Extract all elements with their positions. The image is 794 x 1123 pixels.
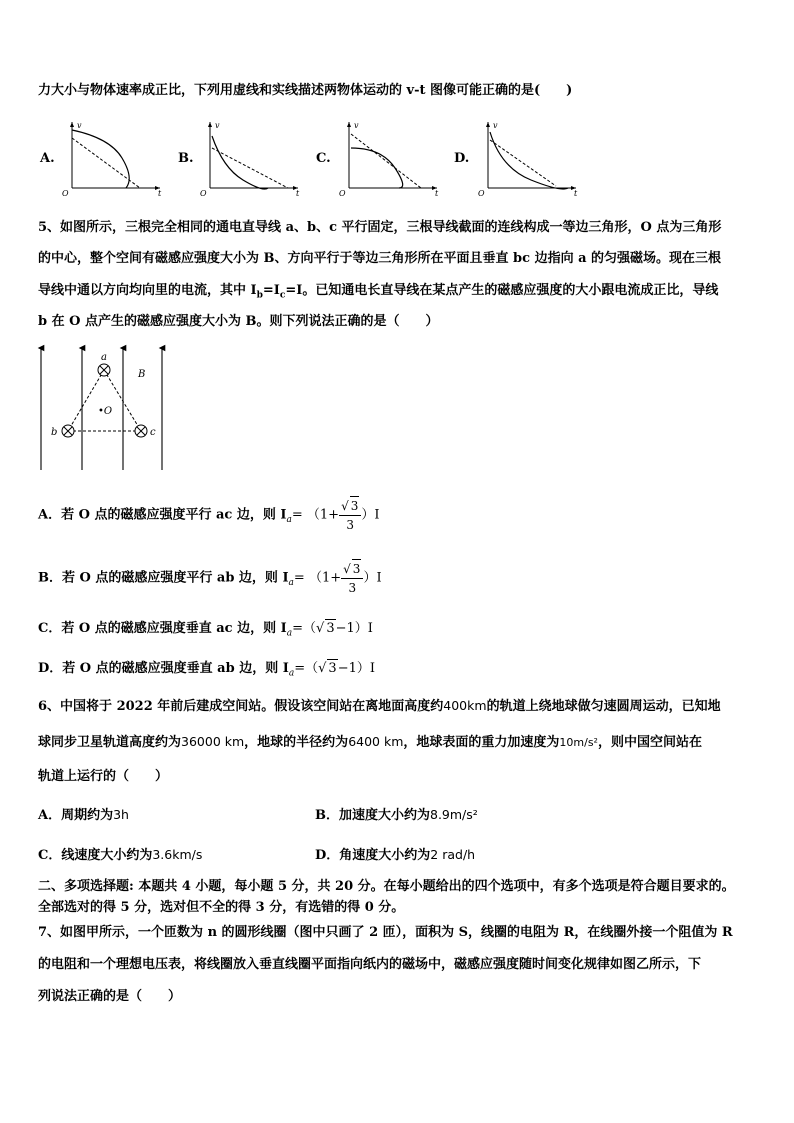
q5-option-d[interactable]: D．若 O 点的磁感应强度垂直 ab 边，则 $I_a=(√$ 3−1）I bbox=[38, 661, 376, 679]
q6-line-2: 球同步卫星轨道高度约为36000 km，地球的半径约为6400 km，地球表面的重力加速度为10m/s²，则中国空间站在 bbox=[38, 734, 702, 750]
wire-c-label: c bbox=[150, 427, 156, 438]
q6-option-d[interactable]: D．角速度大小约为2 rad/h bbox=[315, 847, 476, 863]
q6-option-a[interactable]: A．周期约为3h bbox=[38, 807, 129, 823]
q5-option-c[interactable]: C．若 O 点的磁感应强度垂直 ac 边，则 $I_a=(√$ 3−1）I bbox=[38, 621, 373, 639]
section2-line-2: 全部选对的得 5 分，选对但不全的得 3 分，有选错的得 0 分。 bbox=[38, 900, 405, 915]
q4-option-a-graph bbox=[60, 118, 165, 196]
axis-t-label: t bbox=[158, 189, 162, 196]
q5-line-1: 5、如图所示，三根完全相同的通电直导线 a、b、c 平行固定，三根导线截面的连线构成一等边三角形，O 点为三角形 bbox=[38, 220, 722, 235]
axis-v-label: v bbox=[77, 121, 82, 130]
axis-v-label: v bbox=[215, 121, 220, 130]
q4-option-d-label[interactable]: D. bbox=[454, 151, 470, 166]
q5-line-3: 导线中通以方向均向里的电流，其中 $I_b=I_c=I$。已知通电长直导线在某点产生的磁感应强度的大小跟电流成正比，导线 bbox=[38, 283, 719, 301]
q4-option-b-graph bbox=[198, 118, 303, 196]
q6-option-b[interactable]: B．加速度大小约为8.9m/s² bbox=[315, 807, 478, 823]
q4-option-a-label[interactable]: A. bbox=[40, 151, 55, 166]
q5-option-a[interactable]: A．若 O 点的磁感应强度平行 ac 边，则 $I_a= (1+$ $\frac{√ 3}{3}$ ）I bbox=[38, 496, 380, 534]
q7-line-2: 的电阻和一个理想电压表，将线圈放入垂直线圈平面指向纸内的磁场中，磁感应强度随时间变化规律如图乙所示，下 bbox=[38, 957, 702, 972]
origin-label: O bbox=[339, 189, 346, 196]
q7-line-3: 列说法正确的是（ ） bbox=[38, 989, 182, 1004]
q4-option-d-graph bbox=[476, 118, 581, 196]
q5-line-4: b 在 O 点产生的磁感应强度大小为 B。则下列说法正确的是（ ） bbox=[38, 314, 439, 329]
origin-label: O bbox=[478, 189, 485, 196]
q5-wire-figure bbox=[34, 344, 169, 474]
origin-label: O bbox=[200, 189, 207, 196]
q6-line-3: 轨道上运行的（ ） bbox=[38, 769, 169, 784]
origin-label: O bbox=[62, 189, 69, 196]
q6-option-c[interactable]: C．线速度大小约为3.6km/s bbox=[38, 847, 203, 863]
q7-line-1: 7、如图甲所示，一个匝数为 n 的圆形线圈（图中只画了 2 匝），面积为 S，线圈的电阻为 R，在线圈外接一个阻值为 R bbox=[38, 925, 733, 940]
center-o-label: •O bbox=[98, 406, 113, 417]
axis-t-label: t bbox=[574, 189, 578, 196]
axis-v-label: v bbox=[493, 121, 498, 130]
section2-line-1: 二、多项选择题: 本题共 4 小题，每小题 5 分，共 20 分。在每小题给出的四个选项中，有多个选项是符合题目要求的。 bbox=[38, 879, 735, 894]
axis-v-label: v bbox=[354, 121, 359, 130]
axis-t-label: t bbox=[435, 189, 439, 196]
q4-option-c-label[interactable]: C. bbox=[316, 151, 331, 166]
q4-tail-text: 力大小与物体速率成正比，下列用虚线和实线描述两物体运动的 v-t 图像可能正确的是( ) bbox=[38, 83, 573, 98]
axis-t-label: t bbox=[296, 189, 300, 196]
q4-option-b-label[interactable]: B. bbox=[178, 151, 194, 166]
q4-option-c-graph bbox=[337, 118, 442, 196]
field-b-label: B bbox=[138, 369, 146, 380]
q6-line-1: 6、中国将于 2022 年前后建成空间站。假设该空间站在离地面高度约400km的轨道上绕地球做匀速圆周运动，已知地 bbox=[38, 698, 721, 714]
q5-option-b[interactable]: B．若 O 点的磁感应强度平行 ab 边，则 $I_a= (1+$ $\frac{√ 3}{3}$ ）I bbox=[38, 559, 382, 597]
wire-a-label: a bbox=[101, 352, 107, 363]
q5-line-2: 的中心，整个空间有磁感应强度大小为 B、方向平行于等边三角形所在平面且垂直 bc 边指向 a 的匀强磁场。现在三根 bbox=[38, 251, 722, 266]
wire-b-label: b bbox=[51, 427, 58, 438]
